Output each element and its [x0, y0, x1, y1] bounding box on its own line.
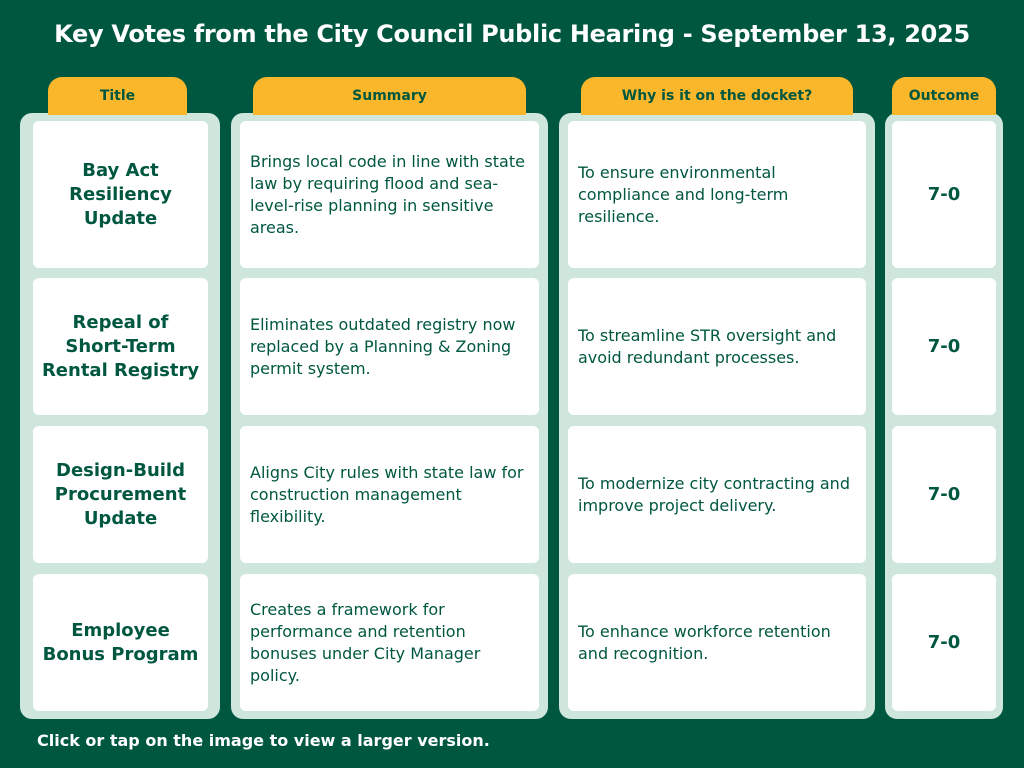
page-title: Key Votes from the City Council Public Hearing - September 13, 2025: [54, 20, 970, 48]
title-column-header: Title: [48, 77, 187, 115]
row-title: Repeal of Short-Term Rental Registry: [33, 278, 208, 415]
enlarge-hint[interactable]: Click or tap on the image to view a larger version.: [37, 731, 490, 750]
row-outcome: 7-0: [892, 574, 996, 711]
summary-column-header: Summary: [253, 77, 526, 115]
row-title: Bay Act Resiliency Update: [33, 121, 208, 268]
why-column-header: Why is it on the docket?: [581, 77, 853, 115]
row-outcome: 7-0: [892, 426, 996, 563]
row-why: To ensure environmental compliance and long-term resilience.: [568, 121, 866, 268]
outcome-column-header: Outcome: [892, 77, 996, 115]
row-summary: Creates a framework for performance and retention bonuses under City Manager policy.: [240, 574, 539, 711]
row-summary: Aligns City rules with state law for construction management flexibility.: [240, 426, 539, 563]
row-outcome: 7-0: [892, 278, 996, 415]
row-title: Design-Build Procurement Update: [33, 426, 208, 563]
row-why: To streamline STR oversight and avoid redundant processes.: [568, 278, 866, 415]
row-outcome: 7-0: [892, 121, 996, 268]
row-why: To modernize city contracting and improve project delivery.: [568, 426, 866, 563]
row-summary: Brings local code in line with state law by requiring flood and sea-level-rise planning in sensitive areas.: [240, 121, 539, 268]
row-title: Employee Bonus Program: [33, 574, 208, 711]
row-why: To enhance workforce retention and recognition.: [568, 574, 866, 711]
row-summary: Eliminates outdated registry now replaced by a Planning & Zoning permit system.: [240, 278, 539, 415]
